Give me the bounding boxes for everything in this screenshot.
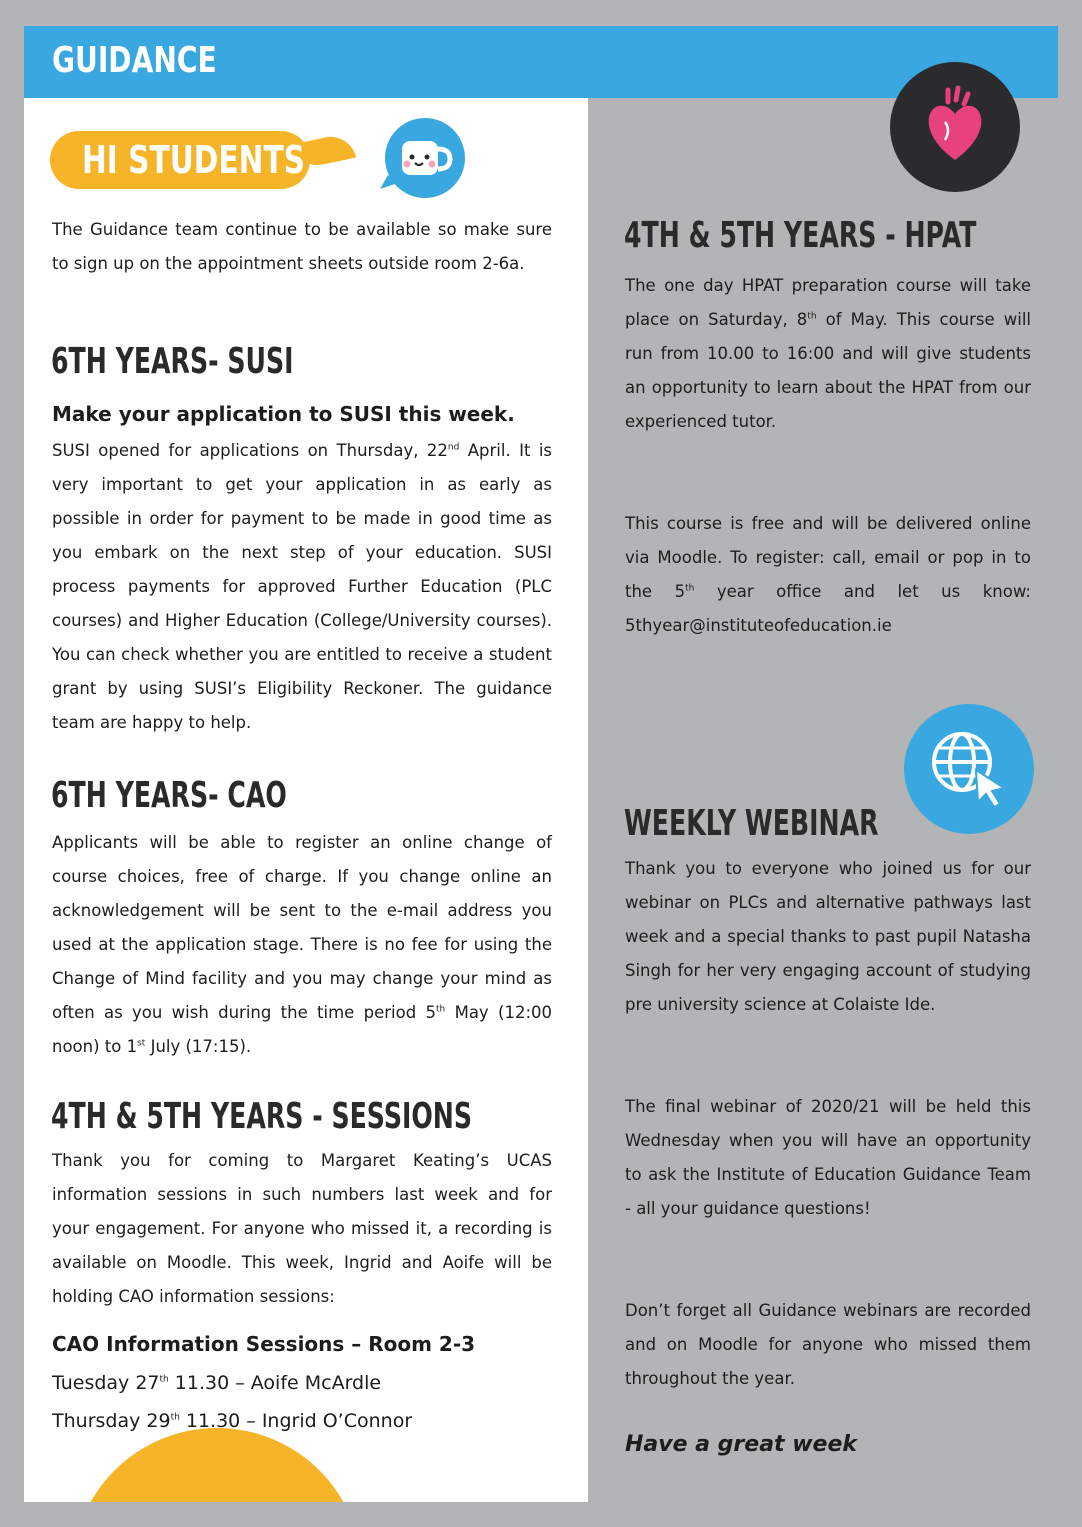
intro-paragraph: The Guidance team continue to be available so make sure to sign up on the appointment sheets outside room 2-6a. — [52, 220, 552, 273]
susi-subheading: Make your application to SUSI this week. — [52, 402, 515, 426]
globe-cursor-icon — [904, 704, 1034, 834]
sun-decoration — [72, 1428, 362, 1502]
sessions-paragraph: Thank you for coming to Margaret Keating’s UCAS information sessions in such numbers last week and for your engagement. For anyone who missed it, a recording is available on Moodle. This week, Ingrid and Aoife will be holding CAO information sessions: — [52, 1151, 552, 1306]
webinar-paragraph-2: The final webinar of 2020/21 will be held this Wednesday when you will have an opportunity to ask the Institute of Education Guidance Team - all your guidance questions! — [625, 1097, 1031, 1218]
cao-sessions-subheading: CAO Information Sessions – Room 2-3 — [52, 1332, 476, 1356]
webinar-paragraph-3: Don’t forget all Guidance webinars are recorded and on Moodle for anyone who missed them throughout the year. — [625, 1301, 1031, 1388]
webinar-paragraph-1: Thank you to everyone who joined us for our webinar on PLCs and alternative pathways last week and a special thanks to past pupil Natasha Singh for her very engaging account of studying pre university science at Colaiste Ide. — [625, 859, 1031, 1014]
heart-badge — [890, 62, 1020, 192]
hpat-paragraph-1: The one day HPAT preparation course will take place on Saturday, 8th of May. This course will run from 10.00 to 16:00 and will give students an opportunity to learn about the HPAT from our experienced tutor. — [625, 276, 1031, 431]
heart-icon — [890, 62, 1020, 192]
globe-badge — [904, 704, 1034, 834]
cao-heading: 6TH YEARS- CAO — [51, 775, 287, 816]
right-column — [588, 98, 1058, 1502]
left-column — [24, 98, 588, 1502]
hpat-paragraph-2: This course is free and will be delivered online via Moodle. To register: call, email or pop in to the 5th year office and let us know: 5thyear@instituteofeducation.ie — [625, 514, 1031, 635]
sessions-heading: 4TH & 5TH YEARS - SESSIONS — [51, 1096, 473, 1137]
session-line-ingrid: Thursday 29th 11.30 – Ingrid O’Connor — [52, 1410, 413, 1432]
greeting-title: HI STUDENTS — [82, 138, 306, 182]
page-title: GUIDANCE — [52, 40, 217, 81]
sign-off: Have a great week — [625, 1432, 858, 1457]
hpat-heading: 4TH & 5TH YEARS - HPAT — [624, 215, 977, 256]
webinar-heading: WEEKLY WEBINAR — [624, 803, 879, 844]
cao-paragraph: Applicants will be able to register an online change of course choices, free of charge. If you change online an acknowledgement will be sent to the e-mail address you used at the application stage. There is no fee for using the Change of Mind facility and you may change your mind as often as you wish during the time period 5th May (12:00 noon) to 1st July (17:15). — [52, 833, 552, 1056]
susi-paragraph: SUSI opened for applications on Thursday, 22nd April. It is very important to get your application in as early as possible in order for payment to be made in good time as you embark on the next step of your education. SUSI process payments for approved Further Education (PLC courses) and Higher Education (College/University courses). You can check whether you are entitled to receive a student grant by using SUSI’s Eligibility Reckoner. The guidance team are happy to help. — [52, 441, 552, 732]
session-line-aoife: Tuesday 27th 11.30 – Aoife McArdle — [52, 1372, 382, 1394]
mug-icon — [380, 113, 470, 203]
susi-heading: 6TH YEARS- SUSI — [51, 341, 294, 382]
